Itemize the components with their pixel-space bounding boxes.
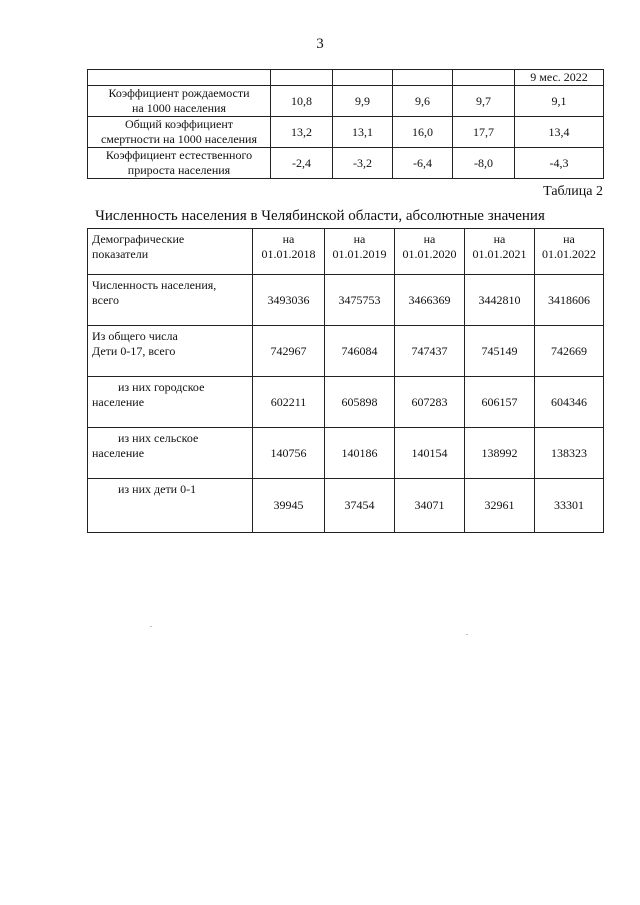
table-cell: 3475753 bbox=[325, 275, 395, 326]
table-cell: 605898 bbox=[325, 377, 395, 428]
table-row bbox=[88, 326, 604, 377]
table-cell: 9,9 bbox=[333, 86, 393, 117]
table-cell: -6,4 bbox=[393, 148, 453, 179]
table-cell: -4,3 bbox=[515, 148, 604, 179]
row-label: Коэффициент естественного прироста населения bbox=[88, 148, 271, 179]
table-cell: 9,6 bbox=[393, 86, 453, 117]
header-cell: 9 мес. 2022 bbox=[515, 70, 604, 86]
table-row bbox=[88, 479, 604, 533]
table-cell: -8,0 bbox=[453, 148, 515, 179]
table-cell: 34071 bbox=[395, 479, 465, 533]
table-cell: 138323 bbox=[535, 428, 604, 479]
table-cell: 39945 bbox=[253, 479, 325, 533]
row-label: Общий коэффициент смертности на 1000 населения bbox=[88, 117, 271, 148]
column-header: на 01.01.2022 bbox=[535, 229, 604, 275]
table-cell: 10,8 bbox=[271, 86, 333, 117]
table-header-row bbox=[88, 70, 604, 86]
table-row bbox=[88, 86, 604, 117]
table-cell: 606157 bbox=[465, 377, 535, 428]
table-cell: 742967 bbox=[253, 326, 325, 377]
table-cell: 3418606 bbox=[535, 275, 604, 326]
table-cell: 746084 bbox=[325, 326, 395, 377]
row-label: из них сельское население bbox=[88, 428, 253, 479]
column-header: на 01.01.2018 bbox=[253, 229, 325, 275]
birth-death-rates-table bbox=[87, 69, 604, 179]
table-cell: 37454 bbox=[325, 479, 395, 533]
population-table bbox=[87, 228, 604, 533]
row-label: из них городское население bbox=[88, 377, 253, 428]
table-cell: 607283 bbox=[395, 377, 465, 428]
column-header: на 01.01.2019 bbox=[325, 229, 395, 275]
table-cell: -3,2 bbox=[333, 148, 393, 179]
table-row bbox=[88, 117, 604, 148]
header-cell bbox=[271, 70, 333, 86]
table-cell: 3466369 bbox=[395, 275, 465, 326]
table-cell: 745149 bbox=[465, 326, 535, 377]
row-label: из них дети 0-1 bbox=[88, 479, 253, 533]
column-header: на 01.01.2020 bbox=[395, 229, 465, 275]
table-cell: 9,1 bbox=[515, 86, 604, 117]
table-cell: 16,0 bbox=[393, 117, 453, 148]
table-cell: 140154 bbox=[395, 428, 465, 479]
scan-speck bbox=[466, 634, 468, 635]
row-label: Из общего числа Дети 0-17, всего bbox=[88, 326, 253, 377]
table-cell: 3442810 bbox=[465, 275, 535, 326]
table-cell: 13,4 bbox=[515, 117, 604, 148]
table-cell: 17,7 bbox=[453, 117, 515, 148]
table-cell: 3493036 bbox=[253, 275, 325, 326]
column-header-indicators: Демографические показатели bbox=[88, 229, 253, 275]
header-cell bbox=[88, 70, 271, 86]
table-number-label: Таблица 2 bbox=[543, 184, 603, 199]
row-label: Численность населения, всего bbox=[88, 275, 253, 326]
table-cell: 140186 bbox=[325, 428, 395, 479]
table-cell: 33301 bbox=[535, 479, 604, 533]
row-label: Коэффициент рождаемости на 1000 населения bbox=[88, 86, 271, 117]
header-cell bbox=[393, 70, 453, 86]
table-row bbox=[88, 148, 604, 179]
table-row bbox=[88, 428, 604, 479]
table-cell: 9,7 bbox=[453, 86, 515, 117]
header-cell bbox=[333, 70, 393, 86]
column-header: на 01.01.2021 bbox=[465, 229, 535, 275]
table-cell: -2,4 bbox=[271, 148, 333, 179]
table-cell: 604346 bbox=[535, 377, 604, 428]
table-header-row bbox=[88, 229, 604, 275]
scan-speck bbox=[150, 626, 152, 627]
table-cell: 140756 bbox=[253, 428, 325, 479]
table-row bbox=[88, 377, 604, 428]
page-number: 3 bbox=[316, 36, 324, 52]
table-cell: 138992 bbox=[465, 428, 535, 479]
table-title: Численность населения в Челябинской области, абсолютные значения bbox=[95, 208, 545, 224]
table-cell: 13,2 bbox=[271, 117, 333, 148]
table-row bbox=[88, 275, 604, 326]
table-cell: 747437 bbox=[395, 326, 465, 377]
table-cell: 742669 bbox=[535, 326, 604, 377]
table-cell: 13,1 bbox=[333, 117, 393, 148]
table-cell: 32961 bbox=[465, 479, 535, 533]
table-cell: 602211 bbox=[253, 377, 325, 428]
header-cell bbox=[453, 70, 515, 86]
